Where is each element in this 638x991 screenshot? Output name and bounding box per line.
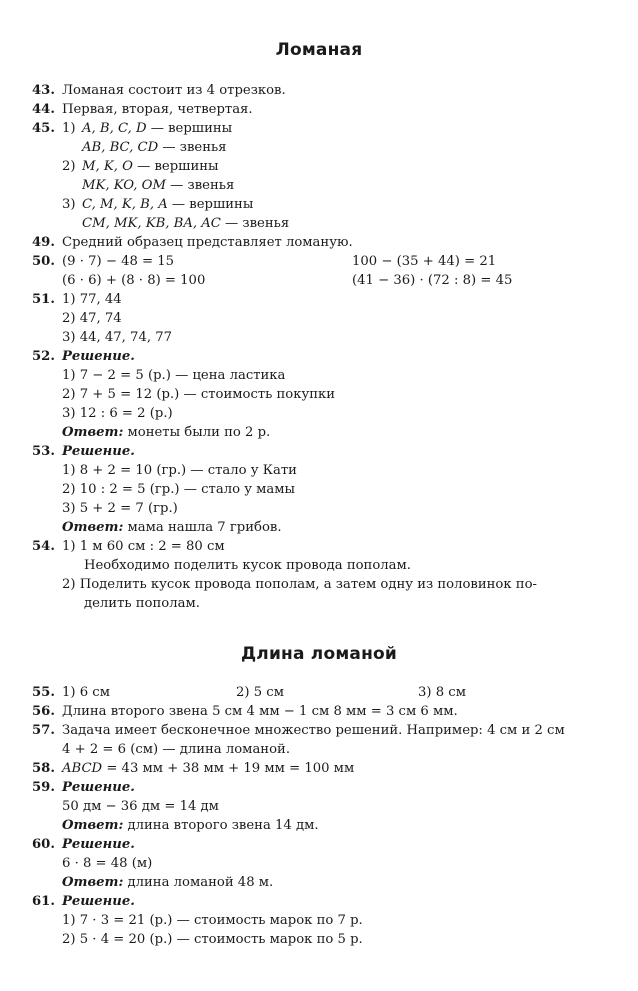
solution-step: 3) 12 : 6 = 2 (р.) xyxy=(62,406,173,421)
solution-step: 3) 5 + 2 = 7 (гр.) xyxy=(62,501,178,516)
segment-list: AB, BC, CD xyxy=(82,140,159,155)
solution-step: 50 дм − 36 дм = 14 дм xyxy=(62,799,219,814)
expression: 100 − (35 + 44) = 21 xyxy=(352,254,497,269)
solution-step: 2) 7 + 5 = 12 (р.) — стоимость покупки xyxy=(62,387,336,402)
answer-item: 2) 5 см xyxy=(236,685,284,700)
answer-text: длина второго звена 14 дм. xyxy=(123,818,319,833)
solution-label: Решение. xyxy=(62,444,135,459)
exercise-number: 51. xyxy=(32,292,55,307)
exercise-text: 4 + 2 = 6 (см) — длина ломаной. xyxy=(62,742,291,757)
exercise-text: = 43 мм + 38 мм + 19 мм = 100 мм xyxy=(102,761,355,776)
exercise-text: Длина второго звена 5 см 4 мм − 1 см 8 мм = 3 см 6 мм. xyxy=(62,704,458,719)
polyline-name: ABCD xyxy=(62,761,103,776)
text: — звенья xyxy=(220,216,290,231)
answer-label: Ответ: xyxy=(62,520,124,535)
expression: (6 · 6) + (8 · 8) = 100 xyxy=(62,273,206,288)
item-marker: 1) xyxy=(62,121,76,136)
solution-step: 6 · 8 = 48 (м) xyxy=(62,856,153,871)
text: — вершины xyxy=(132,159,219,174)
exercise-text: Первая, вторая, четвертая. xyxy=(62,102,253,117)
vertex-list: A, B, C, D xyxy=(82,121,147,136)
exercise-number: 57. xyxy=(32,723,55,738)
section-title-dlina-lomanoy: Длина ломаной xyxy=(240,644,398,664)
exercise-number: 58. xyxy=(32,761,55,776)
answer-item: 3) 8 см xyxy=(418,685,466,700)
solution-step: делить пополам. xyxy=(84,596,200,611)
text: — звенья xyxy=(165,178,235,193)
text: — вершины xyxy=(146,121,233,136)
text: — звенья xyxy=(158,140,227,155)
solution-step: 2) Поделить кусок провода пополам, а затем одну из половинок по- xyxy=(62,577,537,592)
exercise-number: 50. xyxy=(32,254,55,269)
solution-step: 2) 5 · 4 = 20 (р.) — стоимость марок по 5 р. xyxy=(62,932,363,947)
solution-step: 1) 7 · 3 = 21 (р.) — стоимость марок по 7 р. xyxy=(62,913,363,928)
exercise-text: Задача имеет бесконечное множество решений. Например: 4 см и 2 см xyxy=(62,723,565,738)
solution-step: 1) 8 + 2 = 10 (гр.) — стало у Кати xyxy=(62,463,297,478)
exercise-number: 61. xyxy=(32,894,55,909)
answer-text: мама нашла 7 грибов. xyxy=(123,520,282,535)
solution-step: Необходимо поделить кусок провода пополам. xyxy=(84,558,411,573)
vertex-list: C, M, K, B, A xyxy=(82,197,168,212)
exercise-number: 56. xyxy=(32,704,55,719)
solution-label: Решение. xyxy=(62,780,135,795)
answer-item: 2) 47, 74 xyxy=(62,311,122,326)
item-marker: 3) xyxy=(62,197,76,212)
answer-label: Ответ: xyxy=(62,818,124,833)
vertex-list: M, K, O xyxy=(82,159,133,174)
segment-list: MK, KO, OM xyxy=(82,178,166,193)
exercise-number: 43. xyxy=(32,83,55,98)
section-title-lomanaya: Ломаная xyxy=(275,40,363,60)
exercise-number: 44. xyxy=(32,102,55,117)
item-marker: 2) xyxy=(62,159,76,174)
exercise-number: 54. xyxy=(32,539,55,554)
answer-label: Ответ: xyxy=(62,875,124,890)
answer-item: 1) 6 см xyxy=(62,685,110,700)
answer-item: 3) 44, 47, 74, 77 xyxy=(62,330,173,345)
solution-label: Решение. xyxy=(62,837,135,852)
solution-step: 1) 7 − 2 = 5 (р.) — цена ластика xyxy=(62,368,286,383)
answer-text: монеты были по 2 р. xyxy=(123,425,271,440)
answer-label: Ответ: xyxy=(62,425,124,440)
solution-label: Решение. xyxy=(62,349,135,364)
solution-step: 2) 10 : 2 = 5 (гр.) — стало у мамы xyxy=(62,482,296,497)
exercise-number: 52. xyxy=(32,349,55,364)
text: — вершины xyxy=(167,197,254,212)
exercise-number: 49. xyxy=(32,235,55,250)
answer-item: 1) 77, 44 xyxy=(62,292,122,307)
exercise-number: 45. xyxy=(32,121,55,136)
exercise-text: Ломаная состоит из 4 отрезков. xyxy=(62,83,286,98)
exercise-number: 53. xyxy=(32,444,55,459)
exercise-text: Средний образец представляет ломаную. xyxy=(62,235,353,250)
solution-step: 1) 1 м 60 см : 2 = 80 см xyxy=(62,539,225,554)
exercise-number: 60. xyxy=(32,837,55,852)
solution-label: Решение. xyxy=(62,894,135,909)
expression: (9 · 7) − 48 = 15 xyxy=(62,254,175,269)
segment-list: CM, MK, KB, BA, AC xyxy=(82,216,221,231)
exercise-number: 59. xyxy=(32,780,55,795)
expression: (41 − 36) · (72 : 8) = 45 xyxy=(352,273,513,288)
answer-text: длина ломаной 48 м. xyxy=(123,875,274,890)
exercise-number: 55. xyxy=(32,685,55,700)
